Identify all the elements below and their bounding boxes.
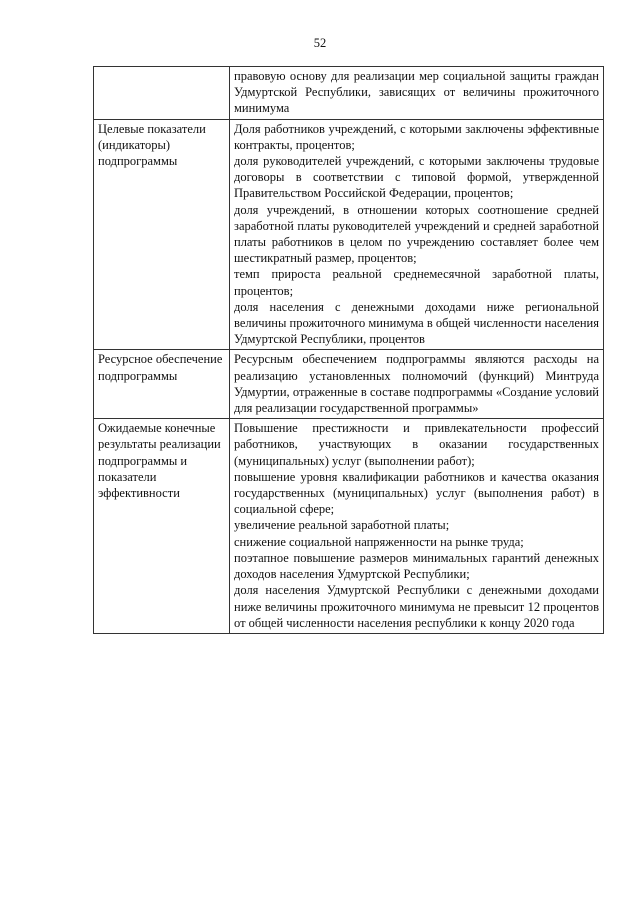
row-content — [230, 119, 604, 350]
content-paragraph: снижение социальной напряженности на рынке труда; — [234, 534, 524, 549]
table-row — [94, 419, 604, 634]
content-paragraph: доля населения Удмуртской Республики с денежными доходами ниже величины прожиточного минимума не превысит 12 процентов от общей численности населения республики к концу 2020 года — [234, 583, 599, 630]
content-paragraph: Ресурсным обеспечением подпрограммы являются расходы на реализацию установленных полномочий (функций) Минтруда Удмуртии, отраженные в составе подпрограммы «Создание условий для реализации государственной программы» — [234, 352, 599, 416]
table-row — [94, 67, 604, 120]
content-paragraph: увеличение реальной заработной платы; — [234, 518, 450, 533]
row-content — [230, 419, 604, 634]
content-paragraph: поэтапное повышение размеров минимальных гарантий денежных доходов населения Удмуртской Республики; — [234, 550, 599, 582]
row-label: Ожидаемые конечные результаты реализации подпрограммы и показатели эффективности — [94, 419, 230, 634]
content-paragraph: Доля работников учреждений, с которыми заключены эффективные контракты, процентов; — [234, 121, 599, 152]
row-content — [230, 350, 604, 419]
page-number: 52 — [313, 36, 327, 50]
row-content — [230, 67, 604, 120]
content-paragraph: правовую основу для реализации мер социальной защиты граждан Удмуртской Республики, зависящих от величины прожиточного минимума — [234, 69, 599, 116]
content-paragraph: повышение уровня квалификации работников и качества оказания государственных (муниципальных) услуг (выполнения работ) в социальной сфере; — [234, 469, 599, 517]
content-paragraph: доля населения с денежными доходами ниже региональной величины прожиточного минимума в общей численности населения Удмуртской Республики, процентов — [234, 299, 599, 347]
table-row — [94, 119, 604, 350]
row-label — [94, 67, 230, 120]
content-paragraph: темп прироста реальной среднемесячной заработной платы, процентов; — [234, 267, 599, 298]
content-paragraph: доля учреждений, в отношении которых соотношение средней заработной платы руководителей учреждений и средней заработной платы работников в целом по учреждению составляет более чем шестикратный размер, процентов; — [234, 202, 599, 266]
content-paragraph: доля руководителей учреждений, с которыми заключены трудовые договоры в соответствии с типовой формой, утвержденной Правительством Российской Федерации, процентов; — [234, 154, 599, 201]
table-row — [94, 350, 604, 419]
subprogram-passport-table — [93, 66, 604, 634]
content-paragraph: Повышение престижности и привлекательности профессий работников, участвующих в оказании государственных (муниципальных) услуг (выполнении работ); — [234, 421, 599, 468]
row-label: Ресурсное обеспечение подпрограммы — [94, 350, 230, 419]
row-label: Целевые показатели (индикаторы) подпрограммы — [94, 119, 230, 350]
